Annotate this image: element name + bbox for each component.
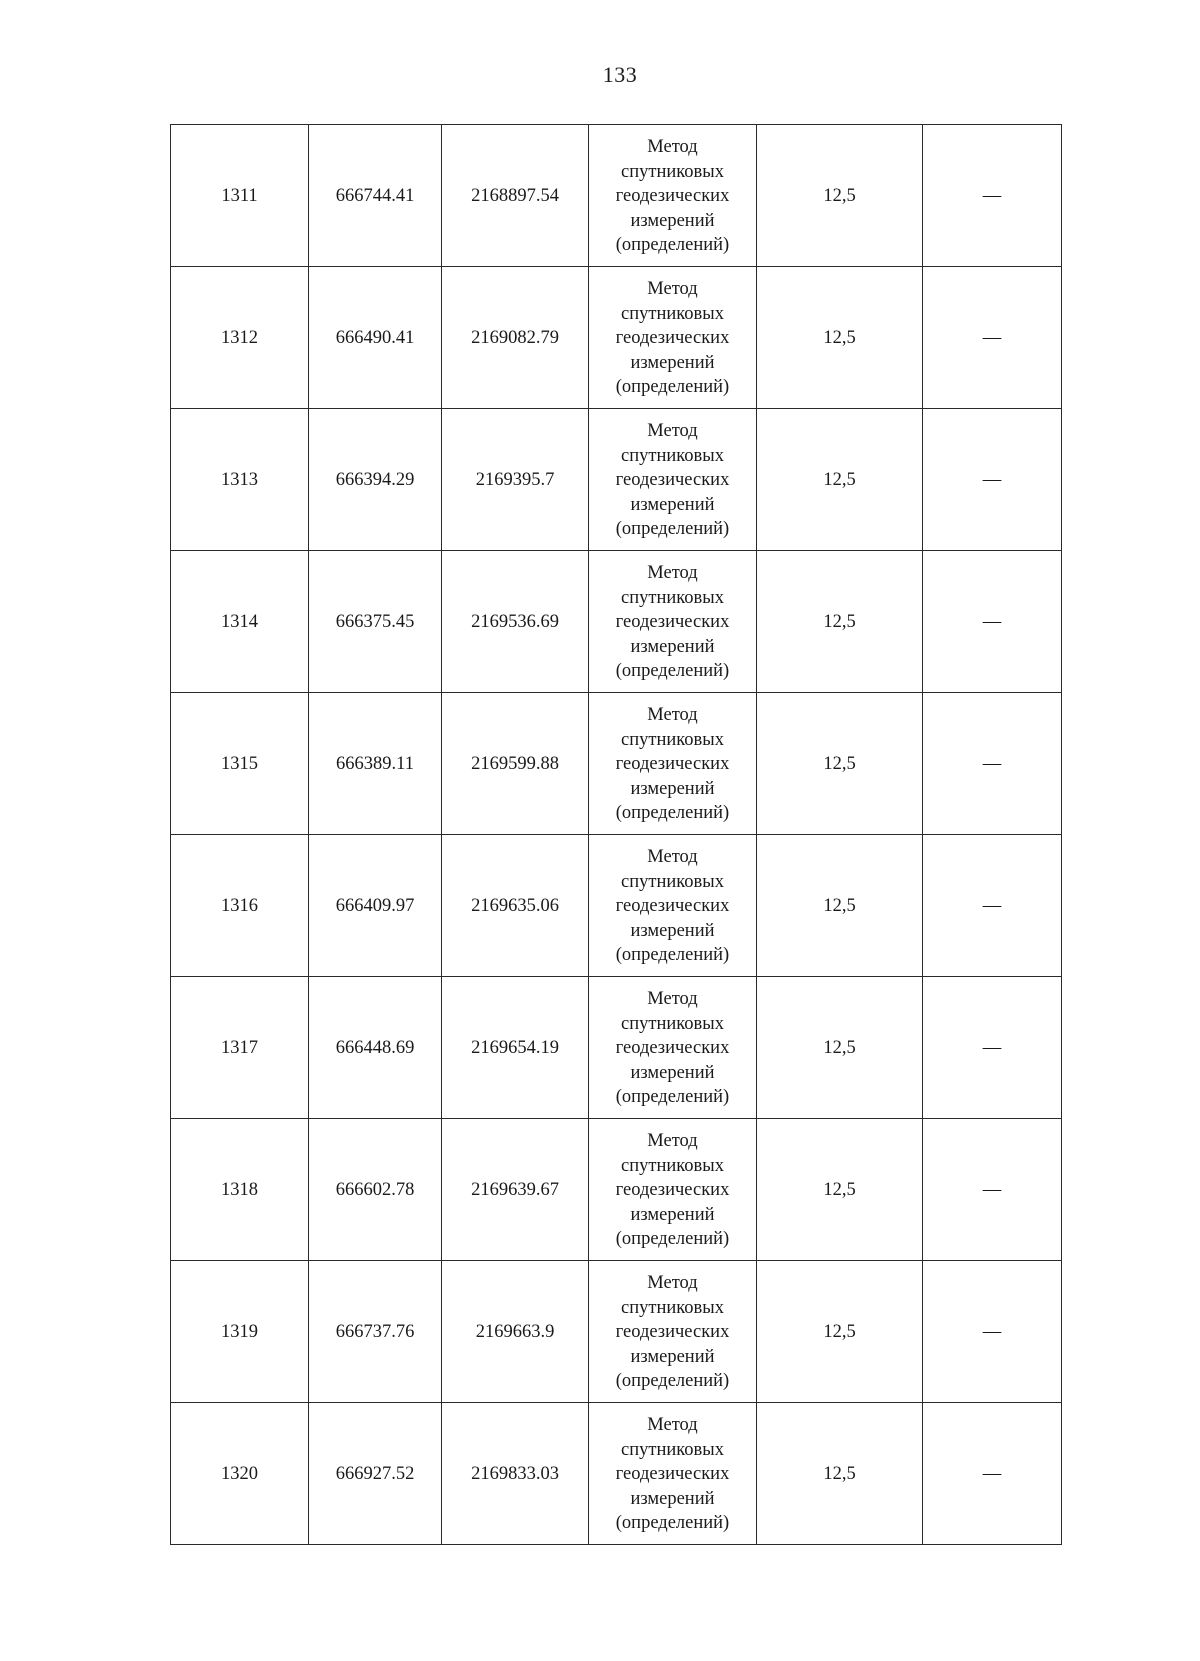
method-cell	[589, 409, 757, 551]
y-coordinate-cell: 2169833.03	[442, 1403, 589, 1545]
note-cell: —	[923, 693, 1062, 835]
y-coordinate-cell: 2169635.06	[442, 835, 589, 977]
method-line: Метод	[647, 137, 698, 158]
point-number-cell: 1315	[171, 693, 309, 835]
method-line: спутниковых	[621, 445, 724, 466]
method-line: Метод	[647, 563, 698, 584]
table-row	[171, 125, 1062, 267]
y-coordinate-cell: 2169536.69	[442, 551, 589, 693]
x-coordinate-cell: 666389.11	[309, 693, 442, 835]
x-coordinate-cell: 666409.97	[309, 835, 442, 977]
accuracy-cell: 12,5	[757, 1403, 923, 1545]
accuracy-cell: 12,5	[757, 409, 923, 551]
accuracy-cell: 12,5	[757, 551, 923, 693]
method-line: Метод	[647, 847, 698, 868]
method-line: геодезических	[615, 754, 730, 775]
point-number-cell: 1319	[171, 1261, 309, 1403]
note-cell: —	[923, 551, 1062, 693]
method-line: измерений	[630, 1488, 715, 1509]
table-row	[171, 835, 1062, 977]
method-line: измерений	[630, 352, 715, 373]
method-line: геодезических	[615, 328, 730, 349]
table-row	[171, 1119, 1062, 1261]
y-coordinate-cell: 2169599.88	[442, 693, 589, 835]
method-line: геодезических	[615, 896, 730, 917]
point-number-cell: 1311	[171, 125, 309, 267]
method-line: геодезических	[615, 470, 730, 491]
point-number-cell: 1317	[171, 977, 309, 1119]
table-row	[171, 693, 1062, 835]
method-line: Метод	[647, 1415, 698, 1436]
method-line: измерений	[630, 636, 715, 657]
method-line: (определений)	[615, 945, 730, 966]
note-cell: —	[923, 977, 1062, 1119]
y-coordinate-cell: 2169663.9	[442, 1261, 589, 1403]
method-line: спутниковых	[621, 729, 724, 750]
table-row	[171, 551, 1062, 693]
method-line: (определений)	[615, 803, 730, 824]
table-body	[171, 125, 1062, 1545]
method-line: измерений	[630, 1346, 715, 1367]
method-line: измерений	[630, 778, 715, 799]
x-coordinate-cell: 666602.78	[309, 1119, 442, 1261]
method-cell	[589, 835, 757, 977]
y-coordinate-cell: 2169639.67	[442, 1119, 589, 1261]
accuracy-cell: 12,5	[757, 267, 923, 409]
accuracy-cell: 12,5	[757, 977, 923, 1119]
method-cell	[589, 267, 757, 409]
x-coordinate-cell: 666490.41	[309, 267, 442, 409]
method-cell	[589, 977, 757, 1119]
method-line: спутниковых	[621, 587, 724, 608]
x-coordinate-cell: 666737.76	[309, 1261, 442, 1403]
method-cell	[589, 1119, 757, 1261]
method-line: Метод	[647, 1131, 698, 1152]
x-coordinate-cell: 666927.52	[309, 1403, 442, 1545]
method-cell	[589, 693, 757, 835]
method-line: спутниковых	[621, 1297, 724, 1318]
method-line: измерений	[630, 920, 715, 941]
y-coordinate-cell: 2169395.7	[442, 409, 589, 551]
note-cell: —	[923, 1119, 1062, 1261]
method-line: (определений)	[615, 519, 730, 540]
note-cell: —	[923, 267, 1062, 409]
method-line: спутниковых	[621, 161, 724, 182]
method-line: измерений	[630, 494, 715, 515]
method-line: спутниковых	[621, 1013, 724, 1034]
y-coordinate-cell: 2168897.54	[442, 125, 589, 267]
table-row	[171, 267, 1062, 409]
method-line: геодезических	[615, 1322, 730, 1343]
point-number-cell: 1318	[171, 1119, 309, 1261]
accuracy-cell: 12,5	[757, 125, 923, 267]
method-line: спутниковых	[621, 1439, 724, 1460]
method-line: Метод	[647, 989, 698, 1010]
method-line: Метод	[647, 421, 698, 442]
method-line: спутниковых	[621, 1155, 724, 1176]
point-number-cell: 1312	[171, 267, 309, 409]
method-line: измерений	[630, 210, 715, 231]
method-line: геодезических	[615, 1038, 730, 1059]
method-line: геодезических	[615, 1464, 730, 1485]
y-coordinate-cell: 2169654.19	[442, 977, 589, 1119]
method-line: (определений)	[615, 1371, 730, 1392]
method-line: (определений)	[615, 661, 730, 682]
method-cell	[589, 551, 757, 693]
method-cell	[589, 125, 757, 267]
method-cell	[589, 1403, 757, 1545]
method-line: (определений)	[615, 377, 730, 398]
accuracy-cell: 12,5	[757, 693, 923, 835]
method-line: спутниковых	[621, 303, 724, 324]
note-cell: —	[923, 835, 1062, 977]
table-row	[171, 1261, 1062, 1403]
point-number-cell: 1313	[171, 409, 309, 551]
method-cell	[589, 1261, 757, 1403]
method-line: (определений)	[615, 1229, 730, 1250]
table-row	[171, 977, 1062, 1119]
method-line: измерений	[630, 1204, 715, 1225]
point-number-cell: 1316	[171, 835, 309, 977]
method-line: (определений)	[615, 235, 730, 256]
method-line: геодезических	[615, 1180, 730, 1201]
note-cell: —	[923, 125, 1062, 267]
method-line: геодезических	[615, 186, 730, 207]
method-line: спутниковых	[621, 871, 724, 892]
method-line: измерений	[630, 1062, 715, 1083]
note-cell: —	[923, 1403, 1062, 1545]
table-row	[171, 409, 1062, 551]
point-number-cell: 1320	[171, 1403, 309, 1545]
y-coordinate-cell: 2169082.79	[442, 267, 589, 409]
x-coordinate-cell: 666375.45	[309, 551, 442, 693]
method-line: (определений)	[615, 1087, 730, 1108]
accuracy-cell: 12,5	[757, 1261, 923, 1403]
method-line: Метод	[647, 705, 698, 726]
method-line: Метод	[647, 1273, 698, 1294]
table-row	[171, 1403, 1062, 1545]
note-cell: —	[923, 1261, 1062, 1403]
method-line: геодезических	[615, 612, 730, 633]
coordinates-table	[170, 124, 1062, 1545]
x-coordinate-cell: 666448.69	[309, 977, 442, 1119]
x-coordinate-cell: 666744.41	[309, 125, 442, 267]
note-cell: —	[923, 409, 1062, 551]
method-line: (определений)	[615, 1513, 730, 1534]
accuracy-cell: 12,5	[757, 835, 923, 977]
accuracy-cell: 12,5	[757, 1119, 923, 1261]
x-coordinate-cell: 666394.29	[309, 409, 442, 551]
point-number-cell: 1314	[171, 551, 309, 693]
page-number: 133	[602, 62, 638, 87]
method-line: Метод	[647, 279, 698, 300]
